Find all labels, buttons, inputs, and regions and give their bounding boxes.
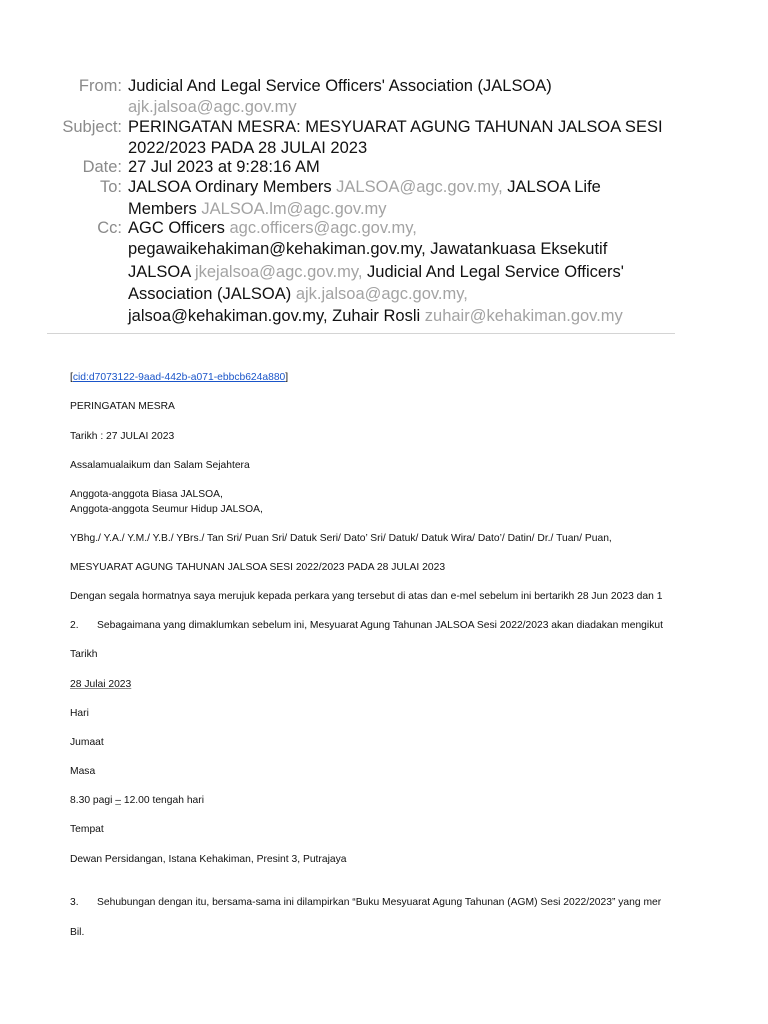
masa-dash: – <box>115 795 121 806</box>
cc-label: Cc: <box>97 219 122 237</box>
cc-line-1 <box>128 218 728 238</box>
to-recipient-1-name[interactable]: JALSOA Ordinary Members <box>128 178 332 196</box>
reminder-heading: PERINGATAN MESRA <box>70 401 175 412</box>
members-line-1: Anggota-anggota Biasa JALSOA, <box>70 489 223 500</box>
paragraph-3-text: Sehubungan dengan itu, bersama-sama ini dilampirkan “Buku Mesyuarat Agung Tahunan (AGM) Sesi 2022/2023” yang mer <box>97 897 662 908</box>
members-line-2: Anggota-anggota Seumur Hidup JALSOA, <box>70 504 263 515</box>
greeting: Assalamualaikum dan Salam Sejahtera <box>70 460 250 471</box>
cc-line-3 <box>128 262 728 282</box>
tarikh-value <box>70 678 698 691</box>
bracket-close: ] <box>285 372 289 383</box>
header-divider <box>47 333 675 334</box>
to-label: To: <box>99 178 122 196</box>
cc-line-2[interactable]: pegawaikehakiman@kehakiman.gov.my, Jawatankuasa Eksekutif <box>128 240 608 258</box>
from-name[interactable]: Judicial And Legal Service Officers' Association (JALSOA) <box>128 77 552 95</box>
meeting-title: MESYUARAT AGUNG TAHUNAN JALSOA SESI 2022/2023 PADA 28 JULAI 2023 <box>70 562 446 573</box>
to-recipient-2-name[interactable]: JALSOA Life <box>507 178 601 196</box>
paragraph-2 <box>70 619 698 632</box>
to-recipient-2-email[interactable]: JALSOA.lm@agc.gov.my <box>201 200 387 218</box>
cid-link[interactable]: cid:d7073122-9aad-442b-a071-ebbcb624a880 <box>72 372 286 383</box>
tarikh-label: Tarikh <box>70 649 98 660</box>
paragraph-1: Dengan segala hormatnya saya merujuk kepada perkara yang tersebut di atas dan e-mel sebelum ini bertarikh 28 Jun 2023 dan 1 <box>70 591 663 602</box>
subject-label: Subject: <box>62 118 122 136</box>
paragraph-2-text: Sebagaimana yang dimaklumkan sebelum ini, Mesyuarat Agung Tahunan JALSOA Sesi 2022/2023 akan diadakan mengikut <box>97 620 663 631</box>
masa-start: 8.30 pagi <box>70 795 113 806</box>
cc-recipient-4-name-cont[interactable]: Association (JALSOA) <box>128 285 292 303</box>
paragraph-3 <box>70 896 698 909</box>
masa-label: Masa <box>70 766 96 777</box>
cc-recipient-4-name[interactable]: Judicial And Legal Service Officers' <box>367 263 624 281</box>
paragraph-3-number: 3. <box>70 897 79 908</box>
from-email[interactable]: ajk.jalsoa@agc.gov.my <box>128 98 297 116</box>
hari-value: Jumaat <box>70 737 104 748</box>
bracket-open: [ <box>70 372 73 383</box>
masa-end: 12.00 tengah hari <box>120 795 204 806</box>
date-line: Tarikh : 27 JULAI 2023 <box>70 431 175 442</box>
cc-recipient-3-email[interactable]: jkejalsoa@agc.gov.my, <box>194 263 363 281</box>
cc-line-5 <box>128 306 728 326</box>
cc-recipient-4-email[interactable]: ajk.jalsoa@agc.gov.my, <box>295 285 468 303</box>
cid-reference <box>70 371 698 384</box>
cc-line-4 <box>128 284 728 304</box>
to-line-1 <box>128 177 728 197</box>
date-label: Date: <box>82 158 122 176</box>
bil-label: Bil. <box>70 927 85 938</box>
tempat-label: Tempat <box>70 824 104 835</box>
subject-line-1: PERINGATAN MESRA: MESYUARAT AGUNG TAHUNAN JALSOA SESI <box>128 118 663 136</box>
cc-recipient-3-name[interactable]: JALSOA <box>128 263 191 281</box>
tarikh-value-text: 28 Julai 2023 <box>70 679 132 690</box>
date-value: 27 Jul 2023 at 9:28:16 AM <box>128 158 320 176</box>
hari-label: Hari <box>70 708 89 719</box>
cc-recipient-5[interactable]: jalsoa@kehakiman.gov.my, Zuhair Rosli <box>128 307 421 325</box>
subject-line-2: 2022/2023 PADA 28 JULAI 2023 <box>128 139 368 157</box>
to-recipient-1-email[interactable]: JALSOA@agc.gov.my, <box>336 178 503 196</box>
cc-recipient-1-name[interactable]: AGC Officers <box>128 219 225 237</box>
cc-recipient-1-email[interactable]: agc.officers@agc.gov.my, <box>229 219 417 237</box>
to-recipient-2-name-cont[interactable]: Members <box>128 200 197 218</box>
from-label: From: <box>78 77 122 95</box>
masa-value <box>70 794 698 807</box>
to-line-2 <box>128 199 728 219</box>
cc-recipient-5-email[interactable]: zuhair@kehakiman.gov.my <box>424 307 623 325</box>
paragraph-2-number: 2. <box>70 620 79 631</box>
honorifics-line: YBhg./ Y.A./ Y.M./ Y.B./ YBrs./ Tan Sri/ Puan Sri/ Datuk Seri/ Dato’ Sri/ Datuk/ Datuk Wira/ Dato’/ Datin/ Dr./ Tuan/ Puan, <box>70 533 612 544</box>
tempat-value: Dewan Persidangan, Istana Kehakiman, Presint 3, Putrajaya <box>70 854 347 865</box>
